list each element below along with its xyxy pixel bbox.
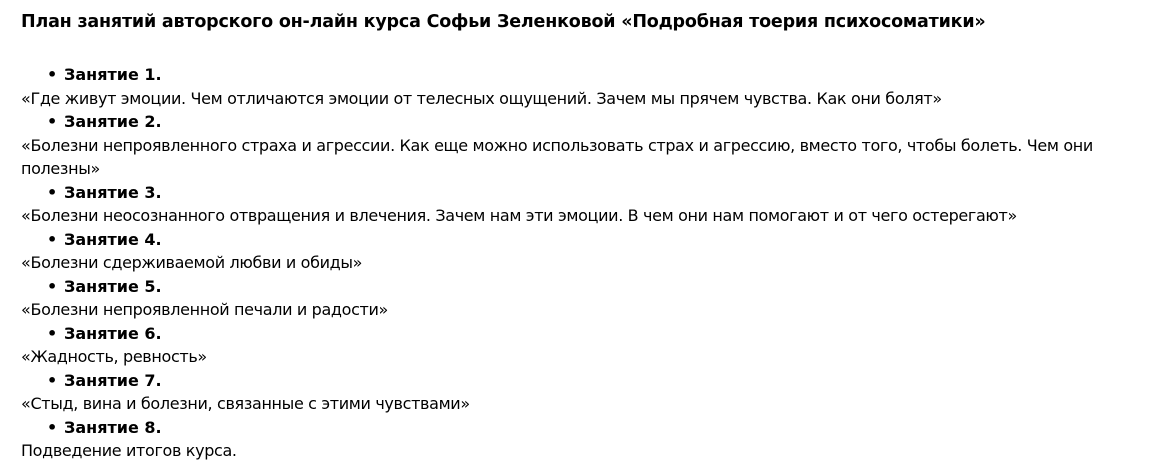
lesson-description: «Где живут эмоции. Чем отличаются эмоции от телесных ощущений. Зачем мы прячем чувства. Как они болят» bbox=[21, 88, 942, 108]
lesson-item bbox=[21, 369, 1163, 416]
lesson-heading bbox=[21, 110, 1163, 134]
lesson-heading bbox=[21, 275, 1163, 299]
lesson-heading bbox=[21, 181, 1163, 205]
lesson-heading bbox=[21, 416, 1163, 440]
lesson-label: Занятие 4. bbox=[64, 229, 162, 249]
lesson-label: Занятие 6. bbox=[64, 323, 162, 343]
bullet-icon: • bbox=[47, 323, 58, 343]
bullet-icon: • bbox=[47, 417, 58, 437]
lesson-description: «Болезни неосознанного отвращения и влечения. Зачем нам эти эмоции. В чем они нам помогают и от чего остерегают» bbox=[21, 206, 1017, 225]
lesson-description: Подведение итогов курса. bbox=[21, 441, 237, 460]
lesson-label: Занятие 5. bbox=[64, 276, 162, 296]
lesson-heading bbox=[21, 369, 1163, 393]
lesson-label: Занятие 7. bbox=[64, 370, 162, 390]
lesson-description: «Болезни непроявленной печали и радости» bbox=[21, 300, 388, 319]
bullet-icon: • bbox=[47, 65, 58, 84]
lesson-label: Занятие 2. bbox=[64, 112, 162, 131]
bullet-icon: • bbox=[47, 182, 58, 202]
lesson-item bbox=[21, 110, 1163, 181]
lesson-description: «Болезни сдерживаемой любви и обиды» bbox=[21, 253, 363, 272]
lesson-heading bbox=[21, 322, 1163, 346]
page-title: План занятий авторского он-лайн курса Софьи Зеленковой «Подробная тоерия психосоматики» bbox=[21, 12, 986, 32]
lesson-heading bbox=[21, 63, 1163, 87]
lesson-label: Занятие 8. bbox=[64, 417, 162, 437]
lesson-item bbox=[21, 181, 1163, 228]
lesson-heading bbox=[21, 228, 1163, 252]
bullet-icon: • bbox=[47, 276, 58, 296]
lesson-item bbox=[21, 322, 1163, 369]
lesson-item bbox=[21, 228, 1163, 275]
bullet-icon: • bbox=[47, 229, 58, 249]
lesson-description: «Болезни непроявленного страха и агрессии. Как еще можно использовать страх и агрессию, вместо того, чтобы болеть. Чем они полезны» bbox=[21, 135, 1093, 178]
lesson-label: Занятие 1. bbox=[64, 65, 162, 84]
bullet-icon: • bbox=[47, 112, 58, 131]
lesson-description: «Жадность, ревность» bbox=[21, 347, 207, 366]
lesson-item bbox=[21, 416, 1163, 463]
lesson-item bbox=[21, 63, 1163, 110]
lesson-description: «Стыд, вина и болезни, связанные с этими чувствами» bbox=[21, 394, 470, 413]
lesson-label: Занятие 3. bbox=[64, 182, 162, 202]
bullet-icon: • bbox=[47, 370, 58, 390]
lesson-item bbox=[21, 275, 1163, 322]
lesson-list bbox=[21, 63, 1163, 463]
